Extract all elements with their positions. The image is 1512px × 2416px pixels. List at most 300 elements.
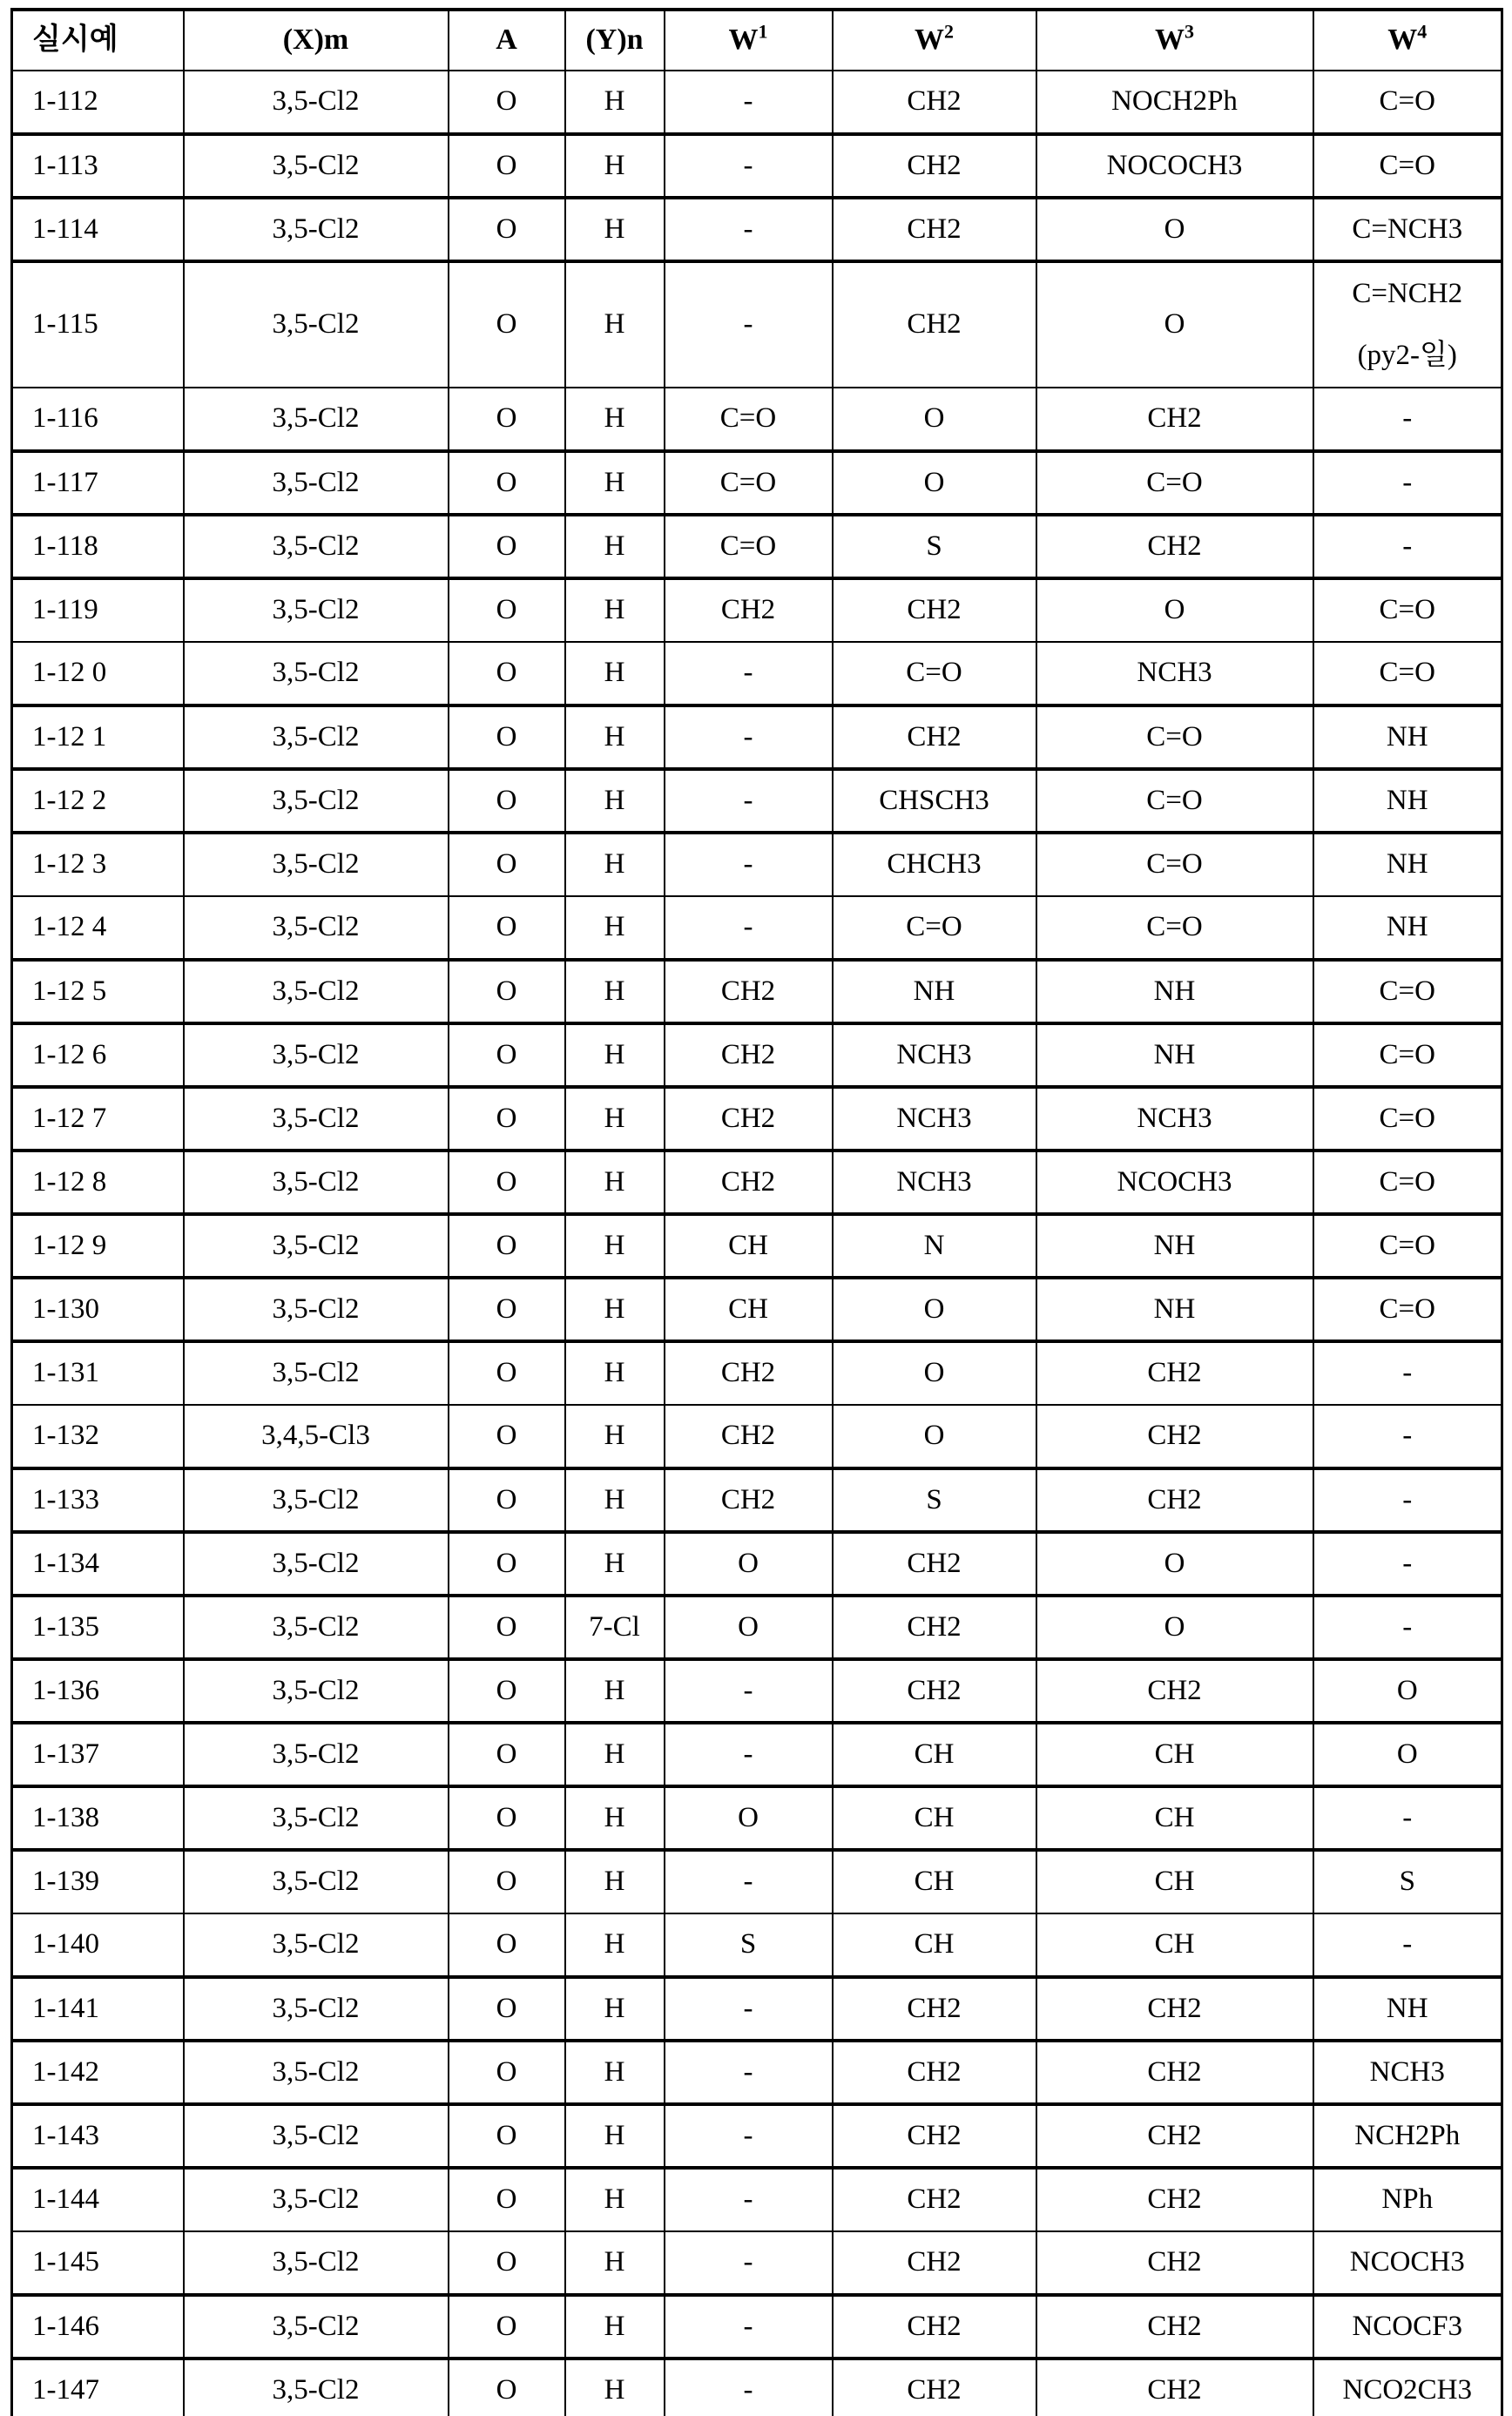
- w2-cell: N: [833, 1214, 1036, 1278]
- table-row: [12, 1596, 1502, 1659]
- w4-cell: C=NCH2 (py2-일): [1313, 261, 1502, 388]
- example-id-cell: 1-114: [12, 198, 184, 261]
- w2-cell: O: [833, 451, 1036, 515]
- w3-cell: C=O: [1036, 769, 1313, 833]
- yn-cell: H: [565, 705, 665, 769]
- w3-cell: CH2: [1036, 1977, 1313, 2041]
- yn-cell: H: [565, 2041, 665, 2104]
- a-cell: O: [449, 833, 565, 896]
- table-row: [12, 1278, 1502, 1341]
- w1-cell: O: [665, 1596, 833, 1659]
- a-cell: O: [449, 1532, 565, 1596]
- w3-cell: CH2: [1036, 1468, 1313, 1532]
- w1-cell: CH2: [665, 960, 833, 1023]
- table-row: [12, 769, 1502, 833]
- xm-cell: 3,5-Cl2: [184, 1786, 449, 1850]
- w2-cell: CH2: [833, 134, 1036, 198]
- table-row: [12, 1786, 1502, 1850]
- column-header-sup: 3: [1185, 20, 1194, 43]
- xm-cell: 3,5-Cl2: [184, 515, 449, 578]
- w4-cell: C=O: [1313, 1278, 1502, 1341]
- w1-cell: -: [665, 261, 833, 388]
- example-id-cell: 1-132: [12, 1405, 184, 1468]
- w2-cell: NH: [833, 960, 1036, 1023]
- w2-cell: CH2: [833, 2104, 1036, 2168]
- a-cell: O: [449, 1214, 565, 1278]
- w1-cell: -: [665, 2168, 833, 2231]
- example-id-cell: 1-12 5: [12, 960, 184, 1023]
- w2-cell: CH2: [833, 1596, 1036, 1659]
- table-row: [12, 2168, 1502, 2231]
- xm-cell: 3,4,5-Cl3: [184, 1405, 449, 1468]
- w4-cell: NCOCH3: [1313, 2231, 1502, 2295]
- a-cell: O: [449, 1405, 565, 1468]
- w3-cell: CH: [1036, 1786, 1313, 1850]
- a-cell: O: [449, 1977, 565, 2041]
- column-header-label: W: [1387, 24, 1418, 57]
- yn-cell: H: [565, 1913, 665, 1977]
- w1-cell: -: [665, 2104, 833, 2168]
- w4-cell: -: [1313, 515, 1502, 578]
- w1-cell: -: [665, 705, 833, 769]
- w3-cell: CH2: [1036, 1341, 1313, 1405]
- yn-cell: H: [565, 198, 665, 261]
- w2-cell: NCH3: [833, 1151, 1036, 1214]
- example-id-cell: 1-12 4: [12, 896, 184, 960]
- a-cell: O: [449, 261, 565, 388]
- w1-cell: O: [665, 1532, 833, 1596]
- w1-cell: CH2: [665, 1151, 833, 1214]
- a-cell: O: [449, 1278, 565, 1341]
- w2-cell: CH2: [833, 1659, 1036, 1723]
- w2-cell: CH2: [833, 705, 1036, 769]
- a-cell: O: [449, 769, 565, 833]
- w1-cell: -: [665, 2231, 833, 2295]
- xm-cell: 3,5-Cl2: [184, 1659, 449, 1723]
- column-header-w1: [665, 10, 833, 71]
- xm-cell: 3,5-Cl2: [184, 2104, 449, 2168]
- example-id-cell: 1-141: [12, 1977, 184, 2041]
- a-cell: O: [449, 1023, 565, 1087]
- w3-cell: NCH3: [1036, 642, 1313, 705]
- w1-cell: -: [665, 1977, 833, 2041]
- w2-cell: CH2: [833, 71, 1036, 134]
- w4-cell: -: [1313, 1596, 1502, 1659]
- example-id-cell: 1-115: [12, 261, 184, 388]
- w1-cell: -: [665, 769, 833, 833]
- w2-cell: C=O: [833, 642, 1036, 705]
- table-row: [12, 1087, 1502, 1151]
- yn-cell: H: [565, 1341, 665, 1405]
- example-id-cell: 1-145: [12, 2231, 184, 2295]
- a-cell: O: [449, 1659, 565, 1723]
- a-cell: O: [449, 2041, 565, 2104]
- w4-cell: -: [1313, 1468, 1502, 1532]
- w4-cell: NH: [1313, 1977, 1502, 2041]
- w3-cell: C=O: [1036, 451, 1313, 515]
- yn-cell: H: [565, 2359, 665, 2416]
- w2-cell: NCH3: [833, 1023, 1036, 1087]
- yn-cell: 7-Cl: [565, 1596, 665, 1659]
- w1-cell: -: [665, 2359, 833, 2416]
- w3-cell: O: [1036, 1532, 1313, 1596]
- yn-cell: H: [565, 1723, 665, 1786]
- yn-cell: H: [565, 1532, 665, 1596]
- yn-cell: H: [565, 71, 665, 134]
- w1-cell: -: [665, 833, 833, 896]
- column-header-sup: 2: [944, 20, 954, 43]
- w3-cell: O: [1036, 261, 1313, 388]
- yn-cell: H: [565, 1023, 665, 1087]
- w4-cell: C=O: [1313, 960, 1502, 1023]
- w3-cell: CH2: [1036, 2295, 1313, 2359]
- xm-cell: 3,5-Cl2: [184, 578, 449, 642]
- column-header-example: [12, 10, 184, 71]
- xm-cell: 3,5-Cl2: [184, 1596, 449, 1659]
- xm-cell: 3,5-Cl2: [184, 1087, 449, 1151]
- table-body: [12, 71, 1502, 2416]
- table-row: [12, 1850, 1502, 1913]
- example-id-cell: 1-147: [12, 2359, 184, 2416]
- w4-cell: NCH3: [1313, 2041, 1502, 2104]
- w1-cell: CH2: [665, 1023, 833, 1087]
- table-row: [12, 1659, 1502, 1723]
- table-row: [12, 1532, 1502, 1596]
- yn-cell: H: [565, 515, 665, 578]
- w2-cell: CH2: [833, 578, 1036, 642]
- w1-cell: CH2: [665, 1087, 833, 1151]
- w2-cell: CHCH3: [833, 833, 1036, 896]
- w1-cell: -: [665, 896, 833, 960]
- w2-cell: CH: [833, 1786, 1036, 1850]
- w2-cell: CH2: [833, 2231, 1036, 2295]
- a-cell: O: [449, 134, 565, 198]
- w3-cell: O: [1036, 198, 1313, 261]
- xm-cell: 3,5-Cl2: [184, 451, 449, 515]
- example-id-cell: 1-139: [12, 1850, 184, 1913]
- w4-cell: -: [1313, 1341, 1502, 1405]
- a-cell: O: [449, 515, 565, 578]
- w1-cell: -: [665, 71, 833, 134]
- yn-cell: H: [565, 2104, 665, 2168]
- yn-cell: H: [565, 578, 665, 642]
- example-id-cell: 1-133: [12, 1468, 184, 1532]
- w2-cell: C=O: [833, 896, 1036, 960]
- example-id-cell: 1-135: [12, 1596, 184, 1659]
- a-cell: O: [449, 1596, 565, 1659]
- xm-cell: 3,5-Cl2: [184, 1023, 449, 1087]
- example-id-cell: 1-116: [12, 388, 184, 451]
- example-id-cell: 1-134: [12, 1532, 184, 1596]
- a-cell: O: [449, 1468, 565, 1532]
- column-header-label: W: [728, 24, 759, 57]
- yn-cell: H: [565, 134, 665, 198]
- column-header-label: (Y)n: [585, 24, 644, 57]
- example-id-cell: 1-131: [12, 1341, 184, 1405]
- header-row: [12, 10, 1502, 71]
- yn-cell: H: [565, 1850, 665, 1913]
- w2-cell: NCH3: [833, 1087, 1036, 1151]
- w2-cell: CH2: [833, 1977, 1036, 2041]
- w4-cell: -: [1313, 1786, 1502, 1850]
- w3-cell: NOCH2Ph: [1036, 71, 1313, 134]
- w4-cell: -: [1313, 388, 1502, 451]
- table-row: [12, 1405, 1502, 1468]
- w3-cell: CH2: [1036, 388, 1313, 451]
- a-cell: O: [449, 388, 565, 451]
- xm-cell: 3,5-Cl2: [184, 1214, 449, 1278]
- w3-cell: C=O: [1036, 705, 1313, 769]
- table-row: [12, 705, 1502, 769]
- w2-cell: CH2: [833, 1532, 1036, 1596]
- w2-cell: CH: [833, 1850, 1036, 1913]
- column-header-yn: [565, 10, 665, 71]
- w3-cell: NH: [1036, 960, 1313, 1023]
- w1-cell: CH2: [665, 1468, 833, 1532]
- w4-cell: C=O: [1313, 1023, 1502, 1087]
- w4-cell: -: [1313, 1913, 1502, 1977]
- xm-cell: 3,5-Cl2: [184, 1977, 449, 2041]
- example-id-cell: 1-142: [12, 2041, 184, 2104]
- column-header-sup: 1: [758, 20, 768, 43]
- yn-cell: H: [565, 1087, 665, 1151]
- xm-cell: 3,5-Cl2: [184, 642, 449, 705]
- w3-cell: C=O: [1036, 896, 1313, 960]
- w4-cell: NCO2CH3: [1313, 2359, 1502, 2416]
- a-cell: O: [449, 2231, 565, 2295]
- example-id-cell: 1-12 9: [12, 1214, 184, 1278]
- w1-cell: CH: [665, 1214, 833, 1278]
- w3-cell: CH2: [1036, 2231, 1313, 2295]
- w1-cell: -: [665, 1850, 833, 1913]
- w2-cell: O: [833, 1405, 1036, 1468]
- w2-cell: O: [833, 388, 1036, 451]
- w1-cell: -: [665, 2041, 833, 2104]
- w3-cell: CH: [1036, 1850, 1313, 1913]
- w4-cell: C=O: [1313, 1087, 1502, 1151]
- w4-cell: O: [1313, 1659, 1502, 1723]
- table-row: [12, 2359, 1502, 2416]
- column-header-label: W: [915, 24, 944, 57]
- example-id-cell: 1-117: [12, 451, 184, 515]
- w2-cell: S: [833, 515, 1036, 578]
- w2-cell: CH2: [833, 2168, 1036, 2231]
- table-row: [12, 515, 1502, 578]
- yn-cell: H: [565, 2231, 665, 2295]
- xm-cell: 3,5-Cl2: [184, 2359, 449, 2416]
- example-id-cell: 1-137: [12, 1723, 184, 1786]
- a-cell: O: [449, 896, 565, 960]
- w2-cell: CH: [833, 1723, 1036, 1786]
- table-row: [12, 2041, 1502, 2104]
- yn-cell: H: [565, 1977, 665, 2041]
- w2-cell: CH2: [833, 2359, 1036, 2416]
- w2-cell: CH2: [833, 261, 1036, 388]
- w4-cell: C=O: [1313, 578, 1502, 642]
- column-header-w3: [1036, 10, 1313, 71]
- yn-cell: H: [565, 1405, 665, 1468]
- example-id-cell: 1-138: [12, 1786, 184, 1850]
- example-id-cell: 1-12 0: [12, 642, 184, 705]
- w4-cell: NH: [1313, 896, 1502, 960]
- column-header-label: A: [496, 24, 517, 57]
- w4-cell: NPh: [1313, 2168, 1502, 2231]
- xm-cell: 3,5-Cl2: [184, 1532, 449, 1596]
- yn-cell: H: [565, 896, 665, 960]
- example-id-cell: 1-12 6: [12, 1023, 184, 1087]
- table-header: [12, 10, 1502, 71]
- table-row: [12, 198, 1502, 261]
- a-cell: O: [449, 1151, 565, 1214]
- w3-cell: CH2: [1036, 2104, 1313, 2168]
- xm-cell: 3,5-Cl2: [184, 1468, 449, 1532]
- xm-cell: 3,5-Cl2: [184, 2231, 449, 2295]
- w1-cell: CH2: [665, 1341, 833, 1405]
- xm-cell: 3,5-Cl2: [184, 960, 449, 1023]
- xm-cell: 3,5-Cl2: [184, 388, 449, 451]
- a-cell: O: [449, 578, 565, 642]
- column-header-w4: [1313, 10, 1502, 71]
- w4-cell: C=O: [1313, 71, 1502, 134]
- w1-cell: -: [665, 1659, 833, 1723]
- w1-cell: C=O: [665, 388, 833, 451]
- table-row: [12, 1468, 1502, 1532]
- xm-cell: 3,5-Cl2: [184, 833, 449, 896]
- w2-cell: O: [833, 1341, 1036, 1405]
- example-id-cell: 1-112: [12, 71, 184, 134]
- w3-cell: NOCOCH3: [1036, 134, 1313, 198]
- w4-cell: C=NCH3: [1313, 198, 1502, 261]
- xm-cell: 3,5-Cl2: [184, 1341, 449, 1405]
- a-cell: O: [449, 1723, 565, 1786]
- column-header-a: [449, 10, 565, 71]
- w4-cell: NCOCF3: [1313, 2295, 1502, 2359]
- example-id-cell: 1-12 2: [12, 769, 184, 833]
- table-row: [12, 1913, 1502, 1977]
- yn-cell: H: [565, 2168, 665, 2231]
- w1-cell: -: [665, 1723, 833, 1786]
- w4-cell: C=O: [1313, 134, 1502, 198]
- xm-cell: 3,5-Cl2: [184, 261, 449, 388]
- example-id-cell: 1-12 1: [12, 705, 184, 769]
- w1-cell: -: [665, 2295, 833, 2359]
- example-id-cell: 1-130: [12, 1278, 184, 1341]
- w4-cell: -: [1313, 1405, 1502, 1468]
- table-row: [12, 2295, 1502, 2359]
- table-row: [12, 1023, 1502, 1087]
- column-header-sup: 4: [1417, 20, 1428, 43]
- a-cell: O: [449, 705, 565, 769]
- w1-cell: CH2: [665, 1405, 833, 1468]
- a-cell: O: [449, 960, 565, 1023]
- table-row: [12, 451, 1502, 515]
- w3-cell: NH: [1036, 1023, 1313, 1087]
- xm-cell: 3,5-Cl2: [184, 769, 449, 833]
- w1-cell: CH: [665, 1278, 833, 1341]
- example-id-cell: 1-12 8: [12, 1151, 184, 1214]
- w4-cell: NH: [1313, 833, 1502, 896]
- compound-example-table: [10, 8, 1503, 2416]
- a-cell: O: [449, 1913, 565, 1977]
- column-header-w2: [833, 10, 1036, 71]
- a-cell: O: [449, 198, 565, 261]
- a-cell: O: [449, 2295, 565, 2359]
- w4-cell: C=O: [1313, 642, 1502, 705]
- w4-cell: -: [1313, 451, 1502, 515]
- column-header-label: W: [1155, 24, 1185, 57]
- w1-cell: -: [665, 198, 833, 261]
- table-row: [12, 388, 1502, 451]
- w4-cell: NH: [1313, 705, 1502, 769]
- a-cell: O: [449, 1087, 565, 1151]
- column-header-xm: [184, 10, 449, 71]
- w2-cell: CH2: [833, 2295, 1036, 2359]
- table-row: [12, 642, 1502, 705]
- w1-cell: O: [665, 1786, 833, 1850]
- xm-cell: 3,5-Cl2: [184, 71, 449, 134]
- w2-cell: CH2: [833, 198, 1036, 261]
- table-row: [12, 2104, 1502, 2168]
- example-id-cell: 1-12 7: [12, 1087, 184, 1151]
- w1-cell: CH2: [665, 578, 833, 642]
- column-header-label: (X)m: [282, 24, 349, 57]
- w3-cell: CH2: [1036, 2168, 1313, 2231]
- table-row: [12, 2231, 1502, 2295]
- table-row: [12, 1341, 1502, 1405]
- w2-cell: CHSCH3: [833, 769, 1036, 833]
- w4-cell: NH: [1313, 769, 1502, 833]
- yn-cell: H: [565, 833, 665, 896]
- example-id-cell: 1-118: [12, 515, 184, 578]
- example-id-cell: 1-136: [12, 1659, 184, 1723]
- example-id-cell: 1-146: [12, 2295, 184, 2359]
- w2-cell: CH: [833, 1913, 1036, 1977]
- a-cell: O: [449, 1850, 565, 1913]
- w4-cell: NCH2Ph: [1313, 2104, 1502, 2168]
- w3-cell: O: [1036, 1596, 1313, 1659]
- a-cell: O: [449, 451, 565, 515]
- xm-cell: 3,5-Cl2: [184, 1151, 449, 1214]
- xm-cell: 3,5-Cl2: [184, 198, 449, 261]
- w2-cell: O: [833, 1278, 1036, 1341]
- w3-cell: CH: [1036, 1913, 1313, 1977]
- a-cell: O: [449, 1786, 565, 1850]
- table-row: [12, 1723, 1502, 1786]
- w4-cell: O: [1313, 1723, 1502, 1786]
- example-id-cell: 1-113: [12, 134, 184, 198]
- example-id-cell: 1-140: [12, 1913, 184, 1977]
- w4-cell: S: [1313, 1850, 1502, 1913]
- w3-cell: C=O: [1036, 833, 1313, 896]
- w3-cell: O: [1036, 578, 1313, 642]
- a-cell: O: [449, 642, 565, 705]
- table-row: [12, 261, 1502, 388]
- table-row: [12, 71, 1502, 134]
- w1-cell: S: [665, 1913, 833, 1977]
- w4-cell: C=O: [1313, 1151, 1502, 1214]
- table-row: [12, 960, 1502, 1023]
- w2-cell: S: [833, 1468, 1036, 1532]
- example-id-cell: 1-119: [12, 578, 184, 642]
- a-cell: O: [449, 2359, 565, 2416]
- w3-cell: CH2: [1036, 2359, 1313, 2416]
- table-row: [12, 1151, 1502, 1214]
- table-row: [12, 1214, 1502, 1278]
- table-row: [12, 896, 1502, 960]
- a-cell: O: [449, 71, 565, 134]
- column-header-label: 실시예: [32, 24, 118, 57]
- yn-cell: H: [565, 1278, 665, 1341]
